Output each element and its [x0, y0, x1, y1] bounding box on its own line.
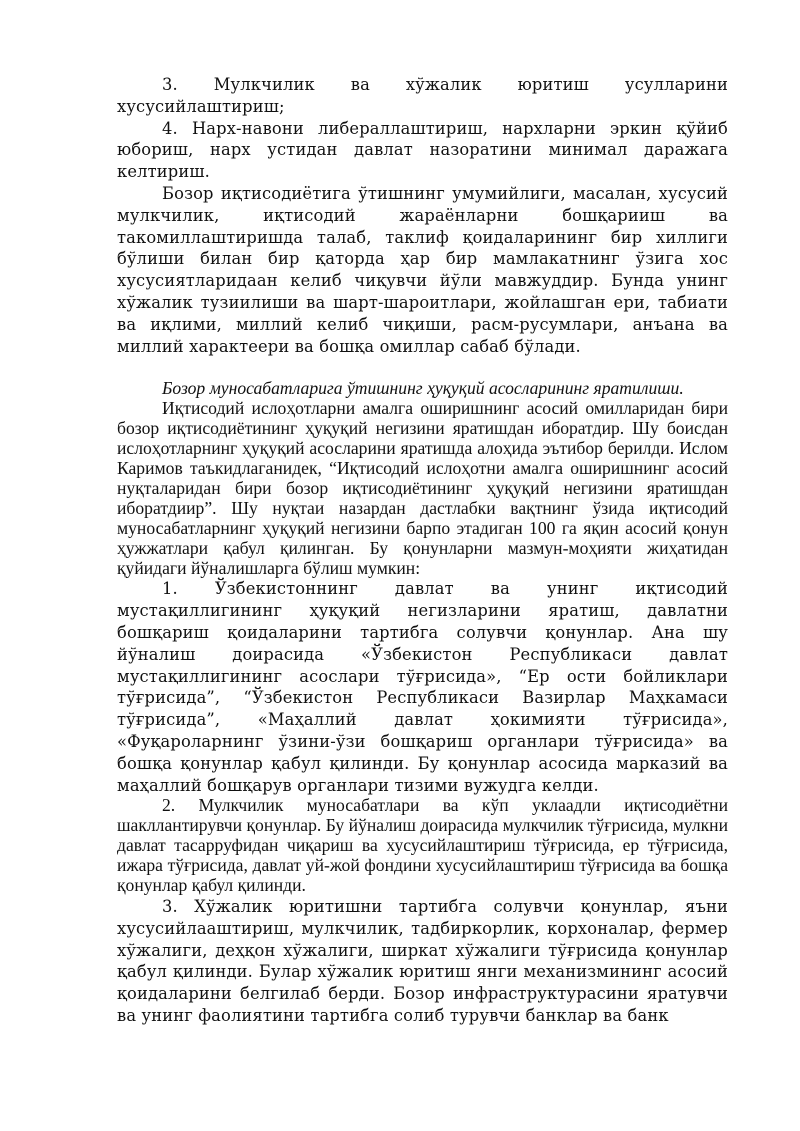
paragraph: Бозор иқтисодиётига ўтишнинг умумийлиги, масалан, хусусий мулкчилик, иқтисодий жараёнларни бошқарииш ва такомиллаштиришда талаб, таклиф қоидаларининг бир хиллиги бўлиши билан бир қаторда ҳар бир мамлакатнинг ўзига хос хусусиятларидаан келиб чиқувчи йўли мавжуддир. Бунда унинг хўжалик тузиилиши ва шарт-шароитлари, жойлашган ери, табиати ва иқлими, миллий келиб чиқиши, расм-русумлари, анъана ва миллий характеери ва бошқа омиллар сабаб бўлади. [117, 183, 728, 356]
paragraph: Иқтисодий ислоҳотларни амалга оширишнинг асосий омилларидан бири бозор иқтисодиётининг ҳуқуқий негизини яратишдан иборатдир. Шу боисдан ислоҳотларнинг ҳуқуқий асосларини яратишда алоҳида эътибор берилди. Ислом Каримов таъкидлаганидек, “Иқтисодий ислоҳотни амалга оширишнинг асосий нуқталаридан бири бозор иқтисодиётининг ҳуқуқий негизини яратишдан иборатдиир”. Шу нуқтаи назардан дастлабки вақтнинг ўзида иқтисодий муносабатларнинг ҳуқуқий негизини барпо этадиган 100 га яқин асосий қонун ҳужжатлари қабул қилинган. Бу қонунларни мазмун-моҳияти жиҳатидан қуйидаги йўналишларга бўлиш мумкин: [117, 398, 728, 578]
section-heading: Бозор муносабатларига ўтишнинг ҳуқуқий асосларининг яратилиши. [162, 378, 684, 399]
paragraph: 4. Нарх-навони либераллаштириш, нархларни эркин қўйиб юбориш, нарх устидан давлат назоратини минимал даражага келтириш. [117, 118, 728, 182]
list-item: 2. Мулкчилик муносабатлари ва кўп уклаадли иқтисодиётни шакллантирувчи қонунлар. Бу йўналиш доирасида мулкчилик тўғрисида, мулкни давлат тасарруфидан чиқариш ва хусусийлаштириш тўғрисида, ер тўғрисида, ижара тўғрисида, давлат уй-жой фондини хусусийлаштириш тўғрисида ва бошқа қонунлар қабул қилинди. [117, 795, 728, 896]
list-item: 3. Хўжалик юритишни тартибга солувчи қонунлар, яъни хусусийлааштириш, мулкчилик, тадбиркорлик, корхоналар, фермер хўжалиги, деҳқон хўжалиги, ширкат хўжалиги тўғрисида қонунлар қабул қилинди. Булар хўжалик юритиш янги механизмининг асосий қоидаларини белгилаб берди. Бозор инфраструктурасини яратувчи ва унинг фаолиятини тартибга солиб турувчи банклар ва банк [117, 896, 728, 1025]
paragraph: 3. Мулкчилик ва хўжалик юритиш усулларини хусусийлаштириш; [117, 75, 728, 116]
list-item: 1. Ўзбекистоннинг давлат ва унинг иқтисодий мустақиллигининг ҳуқуқий негизларини яратиш, давлатни бошқариш қоидаларини тартибга солувчи қонунлар. Ана шу йўналиш доирасида «Ўзбекистон Республикаси давлат мустақиллигининг асослари тўғрисида», “Ер ости бойликлари тўғрисида”, “Ўзбекистон Республикаси Вазирлар Маҳкамаси тўғрисида”, «Маҳаллий давлат ҳокимияти тўғрисида», «Фуқароларнинг ўзини-ўзи бошқариш органлари тўғрисида» ва бошқа қонунлар қабул қилинди. Бу қонунлар асосида марказий ва маҳаллий бошқарув органлари тизими вужудга келди. [117, 579, 728, 795]
